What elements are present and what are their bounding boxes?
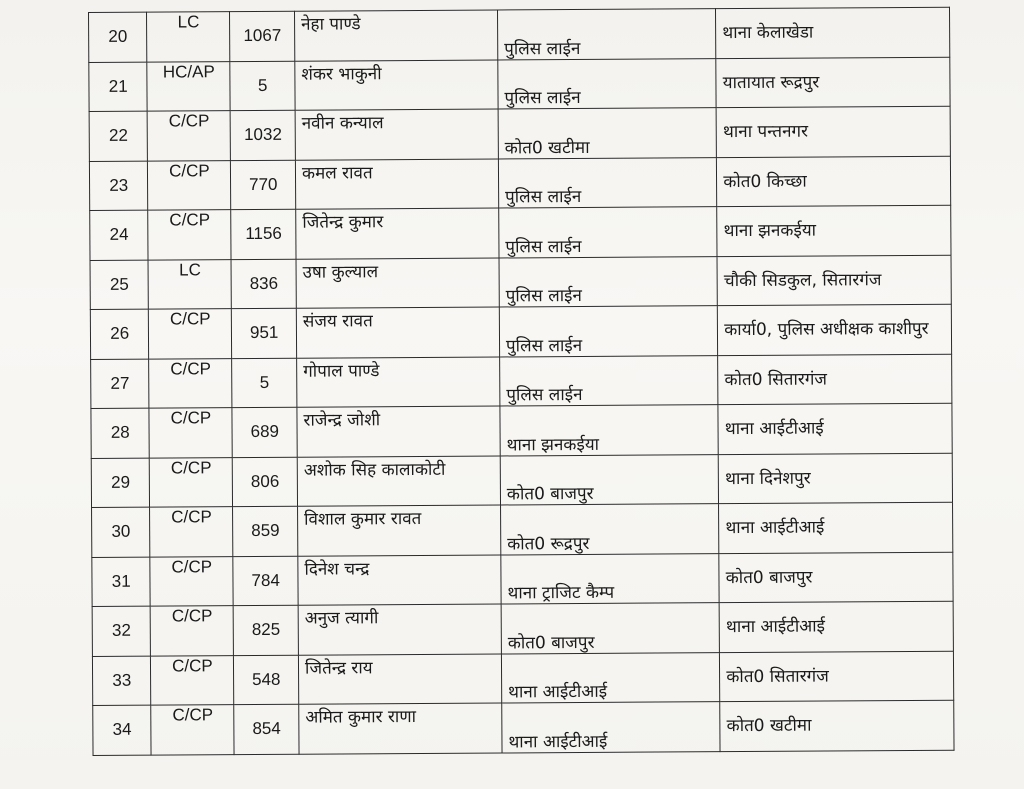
rank-cell: C/CP [148,111,231,161]
table-row [90,205,951,260]
rank-cell: C/CP [149,309,232,359]
serial-number-cell: 21 [89,62,148,112]
to-posting-cell: थाना पन्तनगर [716,106,950,157]
to-posting-cell: थाना झनकईया [717,205,951,256]
to-posting-cell: कोत0 सितारगंज [718,354,952,405]
table-row [92,651,953,706]
badge-number-cell: 770 [231,160,296,210]
rank-cell: C/CP [150,556,233,606]
badge-number-cell: 859 [233,506,298,556]
table-row [90,304,951,359]
from-posting-cell: कोत0 खटीमा [498,108,717,159]
serial-number-cell: 27 [91,359,150,409]
badge-number-cell: 5 [230,61,295,111]
from-posting-cell: थाना आईटीआई [501,652,720,703]
from-posting-cell: कोत0 बाजपुर [500,454,719,505]
rank-cell: HC/AP [147,61,230,111]
to-posting-cell: थाना आईटीआई [718,403,952,454]
serial-number-cell: 33 [92,656,151,706]
serial-number-cell: 20 [89,12,148,62]
from-posting-cell: पुलिस लाईन [498,58,717,109]
to-posting-cell: कोत0 खटीमा [720,700,954,751]
serial-number-cell: 32 [92,606,151,656]
serial-number-cell: 28 [91,408,150,458]
table-row [89,7,950,62]
name-cell: विशाल कुमार रावत [298,505,501,556]
table-row [92,601,953,656]
table-row [89,106,950,161]
to-posting-cell: थाना आईटीआई [719,601,953,652]
name-cell: जितेन्द्र राय [298,653,501,704]
name-cell: अनुज त्यागी [298,604,501,655]
from-posting-cell: पुलिस लाईन [497,9,716,60]
rank-cell: C/CP [149,358,232,408]
table-row [91,354,952,409]
serial-number-cell: 31 [92,557,151,607]
serial-number-cell: 23 [89,161,148,211]
from-posting-cell: पुलिस लाईन [499,207,718,258]
badge-number-cell: 854 [234,704,299,754]
name-cell: राजेन्द्र जोशी [297,406,500,457]
from-posting-cell: पुलिस लाईन [499,256,718,307]
serial-number-cell: 25 [90,260,149,310]
from-posting-cell: पुलिस लाईन [498,157,717,208]
to-posting-cell: यातायात रूद्रपुर [716,57,950,108]
name-cell: गोपाल पाण्डे [297,356,500,407]
to-posting-cell: कोत0 किच्छा [717,156,951,207]
name-cell: कमल रावत [295,158,498,209]
to-posting-cell: कोत0 बाजपुर [719,552,953,603]
from-posting-cell: पुलिस लाईन [500,355,719,406]
rank-cell: C/CP [151,606,234,656]
serial-number-cell: 22 [89,111,148,161]
to-posting-cell: कोत0 सितारगंज [720,651,954,702]
to-posting-cell: थाना आईटीआई [719,502,953,553]
serial-number-cell: 29 [91,458,150,508]
table-row [91,453,952,508]
from-posting-cell: थाना ट्राजिट कैम्प [501,553,720,604]
badge-number-cell: 836 [231,259,296,309]
badge-number-cell: 548 [234,655,299,705]
name-cell: संजय रावत [296,307,499,358]
name-cell: नवीन कन्याल [295,109,498,160]
from-posting-cell: थाना आईटीआई [502,702,721,753]
name-cell: अमित कुमार राणा [299,703,502,754]
rank-cell: C/CP [148,210,231,260]
badge-number-cell: 784 [233,556,298,606]
name-cell: उषा कुल्याल [296,257,499,308]
name-cell: अशोक सिह कालाकोटी [297,455,500,506]
badge-number-cell: 951 [232,308,297,358]
from-posting-cell: कोत0 रूद्रपुर [500,504,719,555]
from-posting-cell: कोत0 बाजपुर [501,603,720,654]
serial-number-cell: 30 [92,507,151,557]
rank-cell: C/CP [149,408,232,458]
serial-number-cell: 34 [93,705,152,755]
table-row [92,502,953,557]
table-row [90,255,951,310]
rank-cell: C/CP [150,457,233,507]
to-posting-cell: कार्या0, पुलिस अधीक्षक काशीपुर [718,304,952,355]
badge-number-cell: 806 [233,457,298,507]
badge-number-cell: 1032 [231,110,296,160]
rank-cell: LC [148,259,231,309]
rank-cell: C/CP [151,705,234,755]
serial-number-cell: 26 [90,309,149,359]
rank-cell: LC [147,12,230,62]
table-row [91,403,952,458]
name-cell: जितेन्द्र कुमार [296,208,499,259]
name-cell: दिनेश चन्द्र [298,554,501,605]
badge-number-cell: 1156 [231,209,296,259]
table-row [93,700,954,755]
badge-number-cell: 689 [232,407,297,457]
to-posting-cell: थाना दिनेशपुर [718,453,952,504]
rank-cell: C/CP [151,655,234,705]
to-posting-cell: थाना केलाखेडा [716,7,950,58]
from-posting-cell: पुलिस लाईन [499,306,718,357]
rank-cell: C/CP [148,160,231,210]
name-cell: शंकर भाकुनी [295,59,498,110]
serial-number-cell: 24 [90,210,149,260]
to-posting-cell: चौकी सिडकुल, सितारगंज [717,255,951,306]
transfer-table [88,7,955,756]
table-row [89,156,950,211]
table-row [92,552,953,607]
badge-number-cell: 1067 [230,11,295,61]
rank-cell: C/CP [150,507,233,557]
badge-number-cell: 5 [232,358,297,408]
table-body [89,7,955,755]
name-cell: नेहा पाण्डे [294,10,497,61]
table-row [89,57,950,112]
from-posting-cell: थाना झनकईया [500,405,719,456]
badge-number-cell: 825 [234,605,299,655]
